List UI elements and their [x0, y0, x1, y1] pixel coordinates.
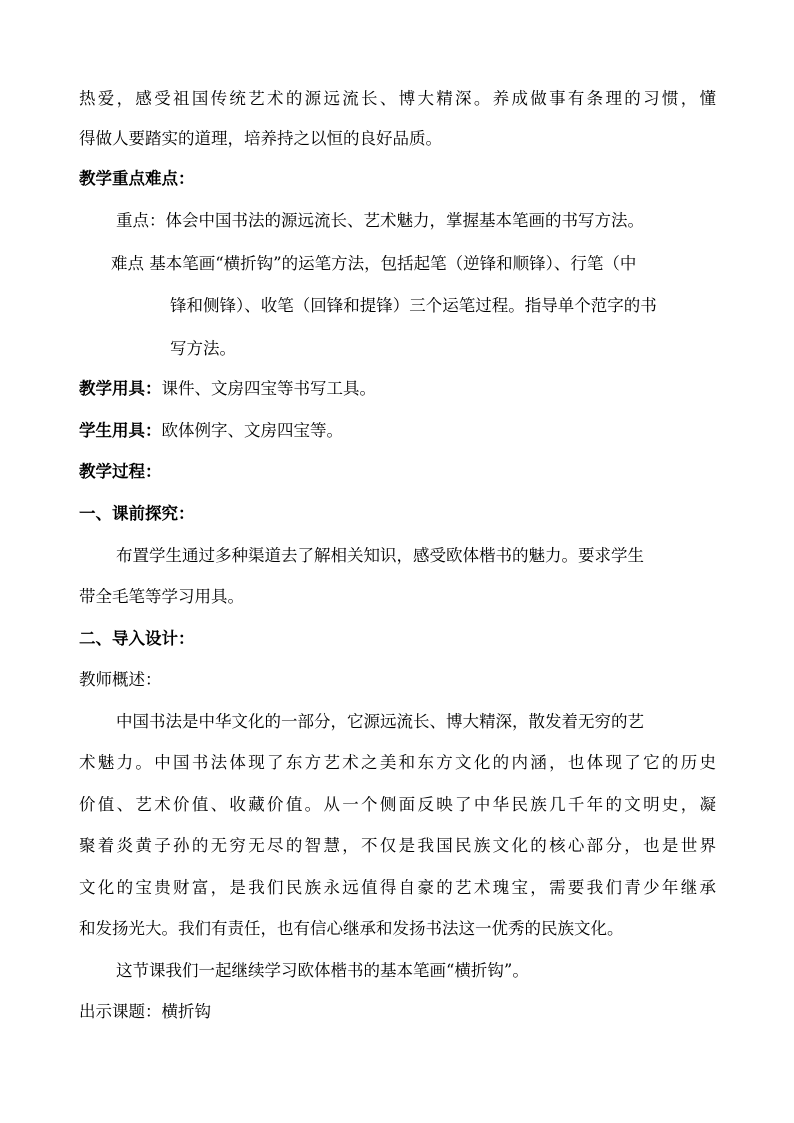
- student-tools-label: 学生用具：: [79, 421, 162, 440]
- paragraph-1-line-2: 术魅力。中国书法体现了东方艺术之美和东方文化的内涵，也体现了它的历史: [79, 753, 716, 772]
- teaching-tools: [79, 378, 794, 400]
- focus-text: 重点：体会中国书法的源远流长、艺术魅力，掌握基本笔画的书写方法。: [116, 211, 644, 230]
- intro-line-1: 热爱，感受祖国传统艺术的源远流长、博大精深。养成做事有条理的习惯，懂: [79, 89, 716, 108]
- section-1-line-2: 带全毛笔等学习用具。: [79, 587, 244, 606]
- paragraph-2: 这节课我们一起继续学习欧体楷书的基本笔画“横折钩”。: [116, 961, 529, 980]
- section-1-line-1: 布置学生通过多种渠道去了解相关知识，感受欧体楷书的魅力。要求学生: [116, 546, 644, 565]
- paragraph-1-line-6: 和发扬光大。我们有责任，也有信心继承和发扬书法这一优秀的民族文化。: [79, 919, 624, 938]
- teaching-tools-label: 教学用具：: [79, 379, 162, 398]
- paragraph-1-line-1: 中国书法是中华文化的一部分，它源远流长、博大精深，散发着无穷的艺: [116, 712, 644, 731]
- paragraph-1-line-5: 文化的宝贵财富，是我们民族永远值得自豪的艺术瑰宝，需要我们青少年继承: [79, 878, 716, 897]
- student-tools-text: 欧体例字、文房四宝等。: [161, 421, 343, 440]
- paragraph-1-line-3: 价值、艺术价值、收藏价值。从一个侧面反映了中华民族几千年的文明史，凝: [79, 795, 716, 814]
- student-tools: [79, 420, 794, 442]
- difficulty-line-3: 写方法。: [170, 339, 236, 358]
- teaching-tools-text: 课件、文房四宝等书写工具。: [161, 379, 376, 398]
- key-points-heading: 教学重点难点：: [79, 169, 195, 188]
- teacher-label: 教师概述：: [79, 670, 162, 689]
- section-1-heading: 一、课前探究：: [79, 504, 195, 523]
- difficulty-line-2: 锋和侧锋）、收笔（回锋和提锋）三个运笔过程。指导单个范字的书: [170, 296, 657, 315]
- topic-line: 出示课题：横折钩: [79, 1002, 211, 1021]
- process-heading: 教学过程：: [79, 462, 162, 481]
- paragraph-1-line-4: 聚着炎黄子孙的无穷无尽的智慧，不仅是我国民族文化的核心部分，也是世界: [79, 836, 716, 855]
- section-2-heading: 二、导入设计：: [79, 629, 195, 648]
- intro-line-2: 得做人要踏实的道理，培养持之以恒的良好品质。: [79, 129, 442, 148]
- difficulty-line-1: 难点 基本笔画“横折钩”的运笔方法，包括起笔（逆锋和顺锋）、行笔（中: [111, 254, 637, 273]
